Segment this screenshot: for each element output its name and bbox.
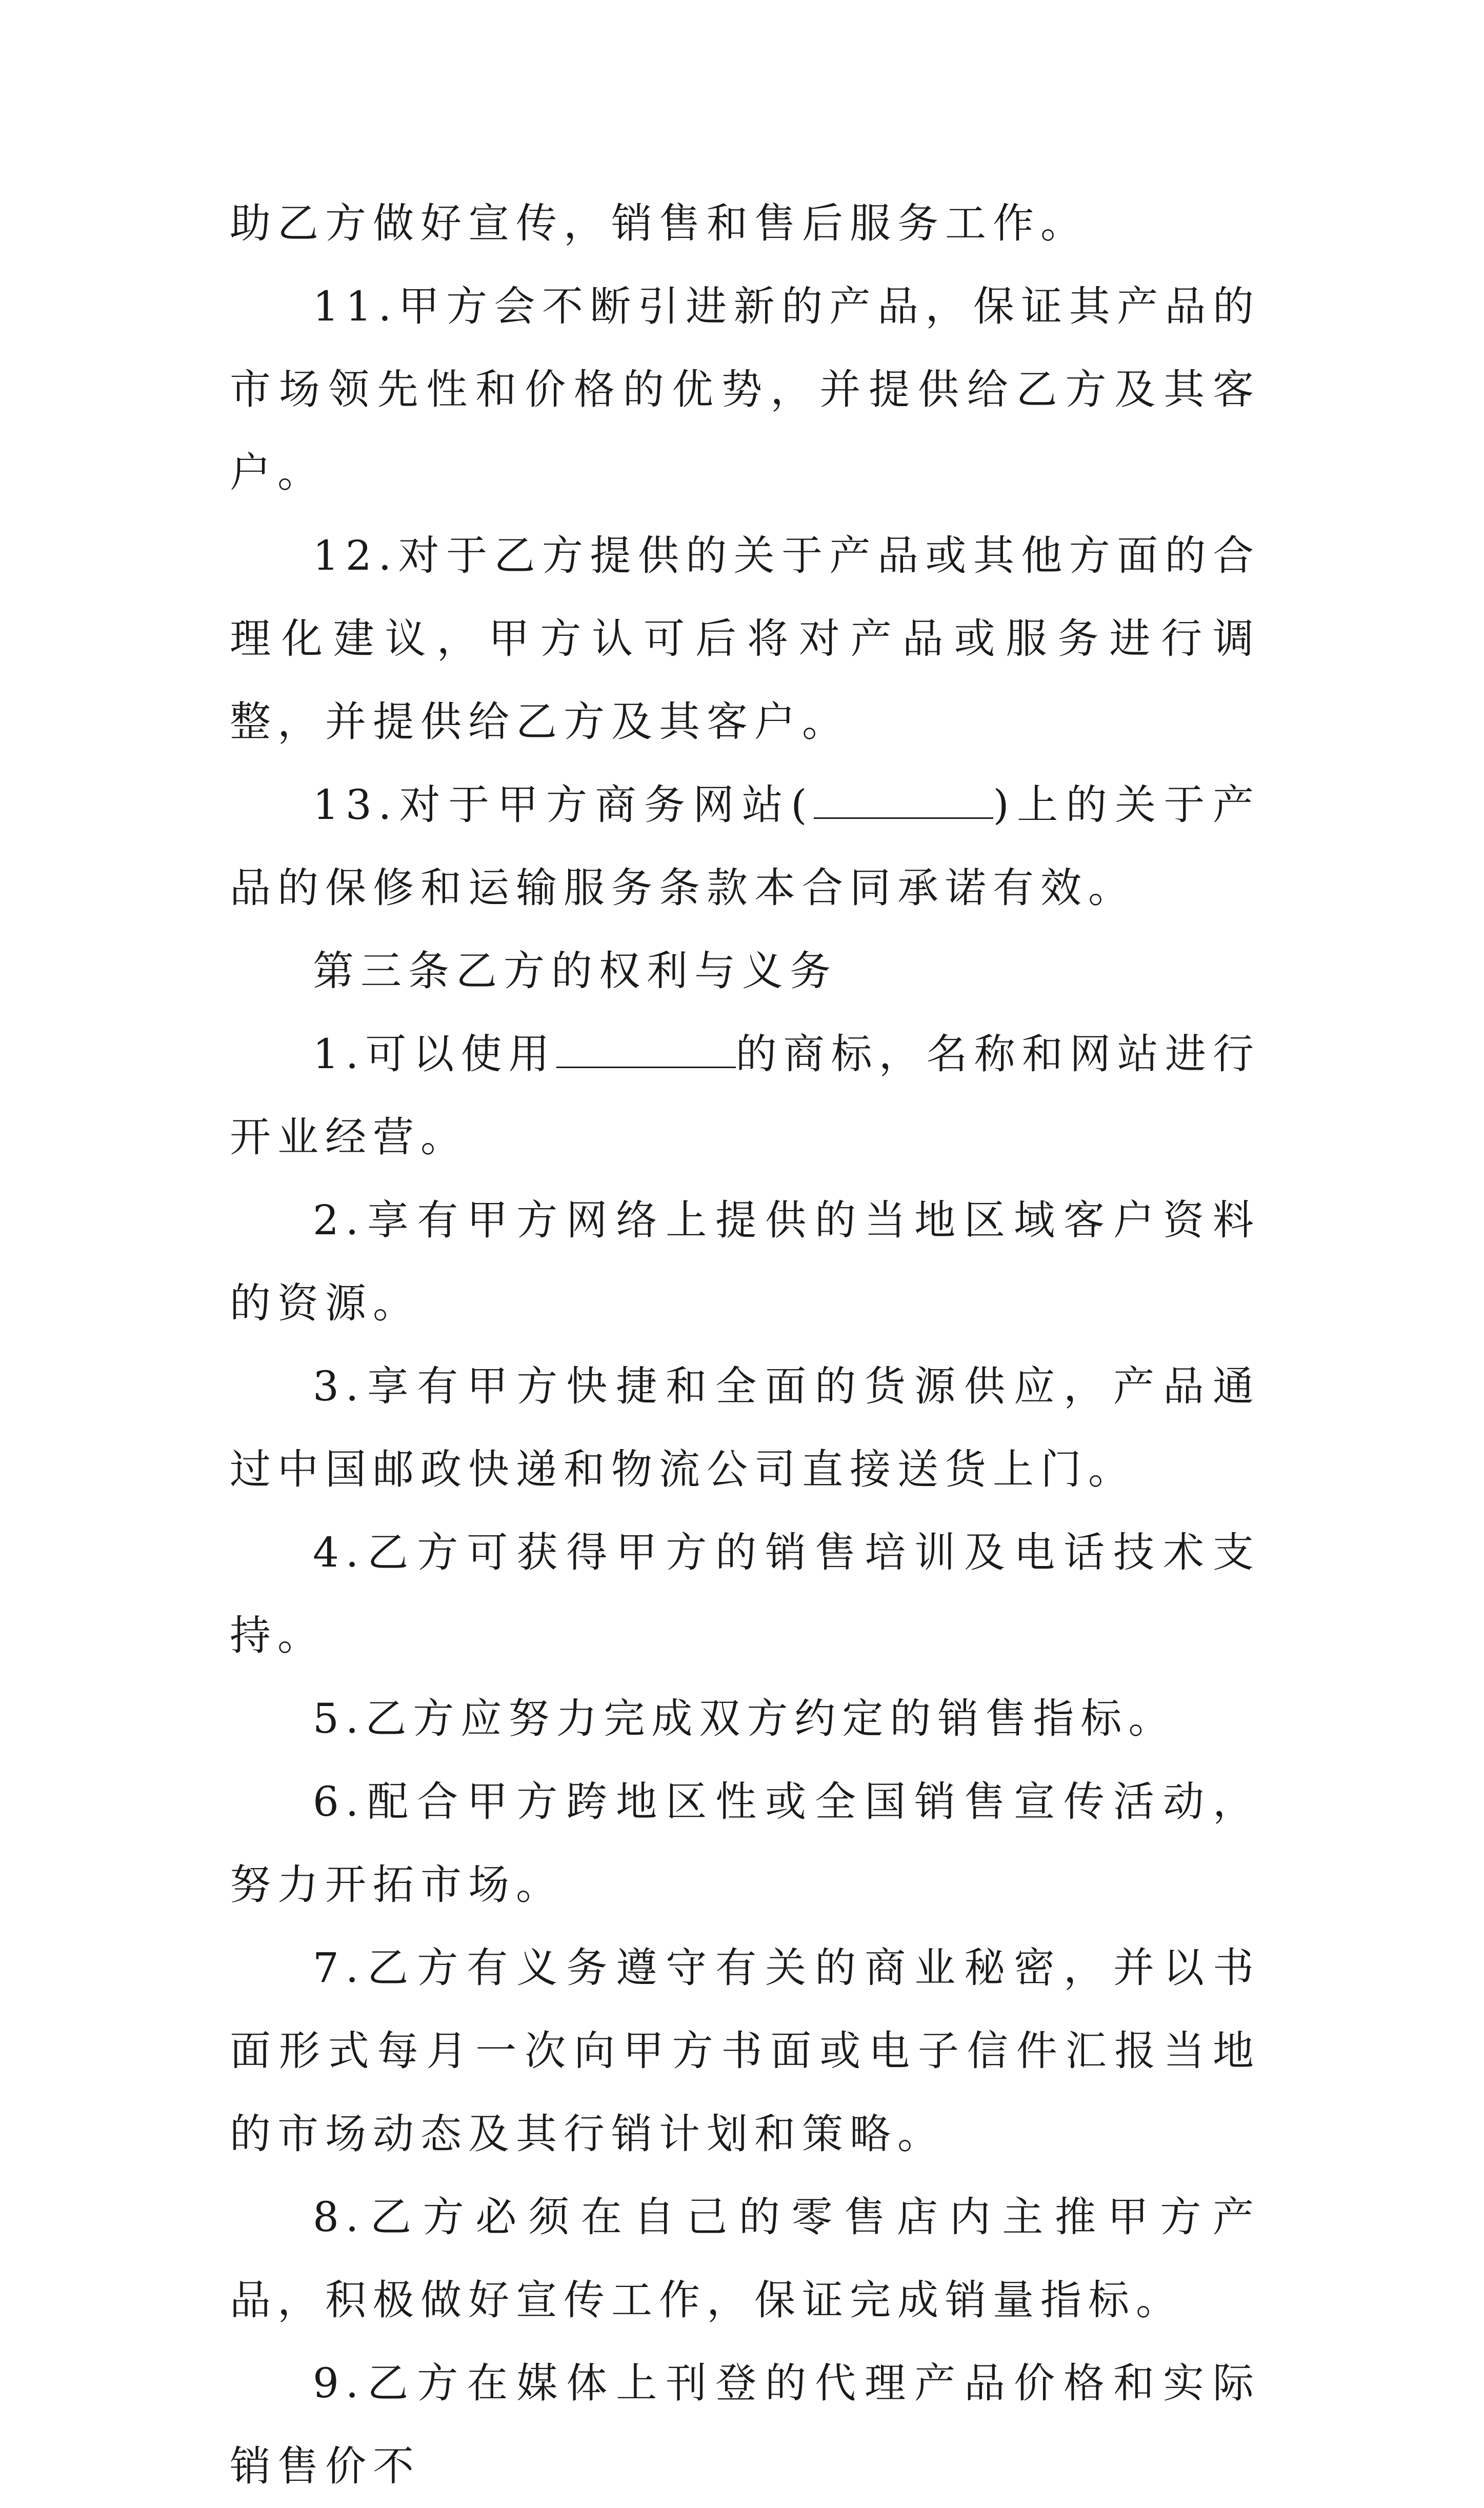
clause-b7 — [230, 1927, 1260, 2176]
clause-b3 — [230, 1345, 1260, 1511]
section-heading-article-3 — [230, 930, 1260, 1013]
paragraph-text-before: 13.对于甲方商务网站( — [313, 781, 814, 829]
paragraph-text: 12.对于乙方提供的关于产品或其他方面的合理化建议，甲方认可后将对产品或服务进行调整，并提供给乙方及其客户。 — [230, 532, 1260, 746]
website-blank — [814, 784, 993, 819]
paragraph-text: 4.乙方可获得甲方的销售培训及电话技术支持。 — [230, 1529, 1260, 1659]
paragraph-text: 助乙方做好宣传，销售和售后服务工作。 — [230, 199, 1088, 247]
clause-b9 — [230, 2342, 1260, 2508]
section-heading-text: 第三条乙方的权利与义务 — [313, 947, 837, 995]
paragraph-text: 9.乙方在媒体上刊登的代理产品价格和实际销售价不 — [230, 2359, 1260, 2490]
clause-13 — [230, 764, 1260, 930]
document-body — [230, 182, 1260, 2508]
clause-b2 — [230, 1179, 1260, 1345]
clause-12 — [230, 514, 1260, 764]
paragraph-continuation — [230, 182, 1260, 265]
paragraph-text: 5.乙方应努力完成双方约定的销售指标。 — [313, 1695, 1176, 1742]
clause-b4 — [230, 1511, 1260, 1677]
paragraph-text: 11.甲方会不断引进新的产品，保证其产品的市场领先性和价格的优势，并提供给乙方及其客户。 — [230, 283, 1260, 496]
paragraph-text-after: 的商标，名称和网站进行开业经营。 — [230, 1030, 1261, 1161]
clause-b6 — [230, 1760, 1260, 1927]
paragraph-text-after: )上的关于产品的保修和运输服务条款本合同承诺有效。 — [230, 781, 1260, 912]
paragraph-text: 6.配合甲方跨地区性或全国销售宣传活动，努力开拓市场。 — [230, 1778, 1260, 1909]
paragraph-text: 8.乙方必须在自己的零售店内主推甲方产品，积极做好宣传工作，保证完成销量指标。 — [230, 2193, 1260, 2324]
clause-b1 — [230, 1013, 1260, 1179]
paragraph-text-before: 1.可以使用 — [313, 1030, 556, 1078]
clause-11 — [230, 265, 1260, 514]
paragraph-text: 2.享有甲方网络上提供的当地区域客户资料的资源。 — [230, 1196, 1260, 1327]
clause-b5 — [230, 1677, 1260, 1760]
clause-b8 — [230, 2176, 1260, 2342]
trademark-blank — [556, 1033, 736, 1068]
paragraph-text: 7.乙方有义务遵守有关的商业秘密，并以书面形式每月一次向甲方书面或电子信件汇报当地的市场动态及其行销计划和策略。 — [230, 1944, 1260, 2158]
paragraph-text: 3.享有甲方快捷和全面的货源供应，产品通过中国邮政快递和物流公司直接送货上门。 — [230, 1362, 1260, 1493]
